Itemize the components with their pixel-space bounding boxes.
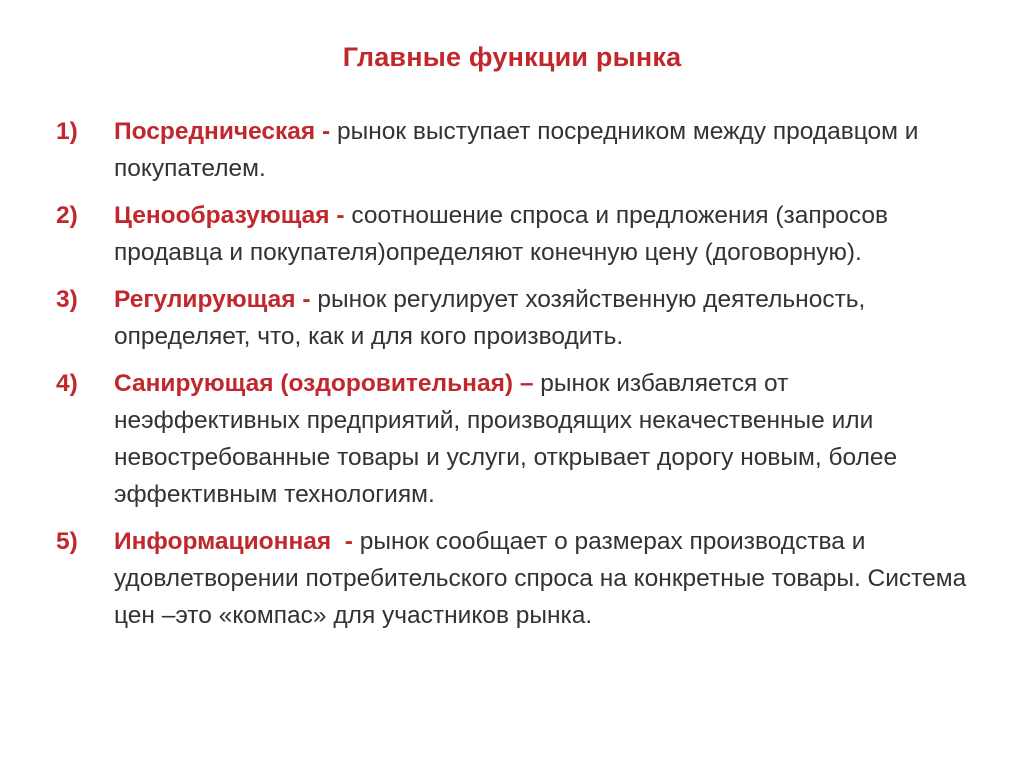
item-term: Санирующая (оздоровительная) – — [114, 370, 541, 397]
item-number: 2) — [56, 202, 78, 229]
functions-list — [56, 113, 976, 644]
list-item-intermediary — [56, 113, 976, 187]
item-description: рынок сообщает о размерах производства и удовлетворении потребительского спроса на конкретные товары. Система цен –это «компас» для участников рынка. — [114, 528, 967, 629]
item-description: рынок избавляется от неэффективных предприятий, производящих некачественные или невостребованные товары и услуги, открывает дорогу новым, более эффективным технологиям. — [114, 370, 898, 508]
item-number: 1) — [56, 118, 78, 145]
slide-title: Главные функции рынка — [342, 42, 682, 72]
item-number: 4) — [56, 370, 78, 397]
item-description: соотношение спроса и предложения (запросов продавца и покупателя)определяют конечную цену (договорную). — [114, 202, 889, 266]
list-item-regulating — [56, 281, 976, 355]
item-term: Посредническая - — [114, 118, 337, 145]
item-description: рынок выступает посредником между продавцом и покупателем. — [114, 118, 919, 182]
item-term: Информационная - — [114, 528, 360, 555]
list-item-sanitizing — [56, 365, 976, 513]
item-term: Ценообразующая - — [114, 202, 352, 229]
item-term: Регулирующая - — [114, 286, 318, 313]
list-item-informational — [56, 523, 976, 634]
item-description: рынок регулирует хозяйственную деятельность, определяет, что, как и для кого производить. — [114, 286, 866, 350]
item-number: 5) — [56, 528, 78, 555]
list-item-pricing — [56, 197, 976, 271]
item-number: 3) — [56, 286, 78, 313]
